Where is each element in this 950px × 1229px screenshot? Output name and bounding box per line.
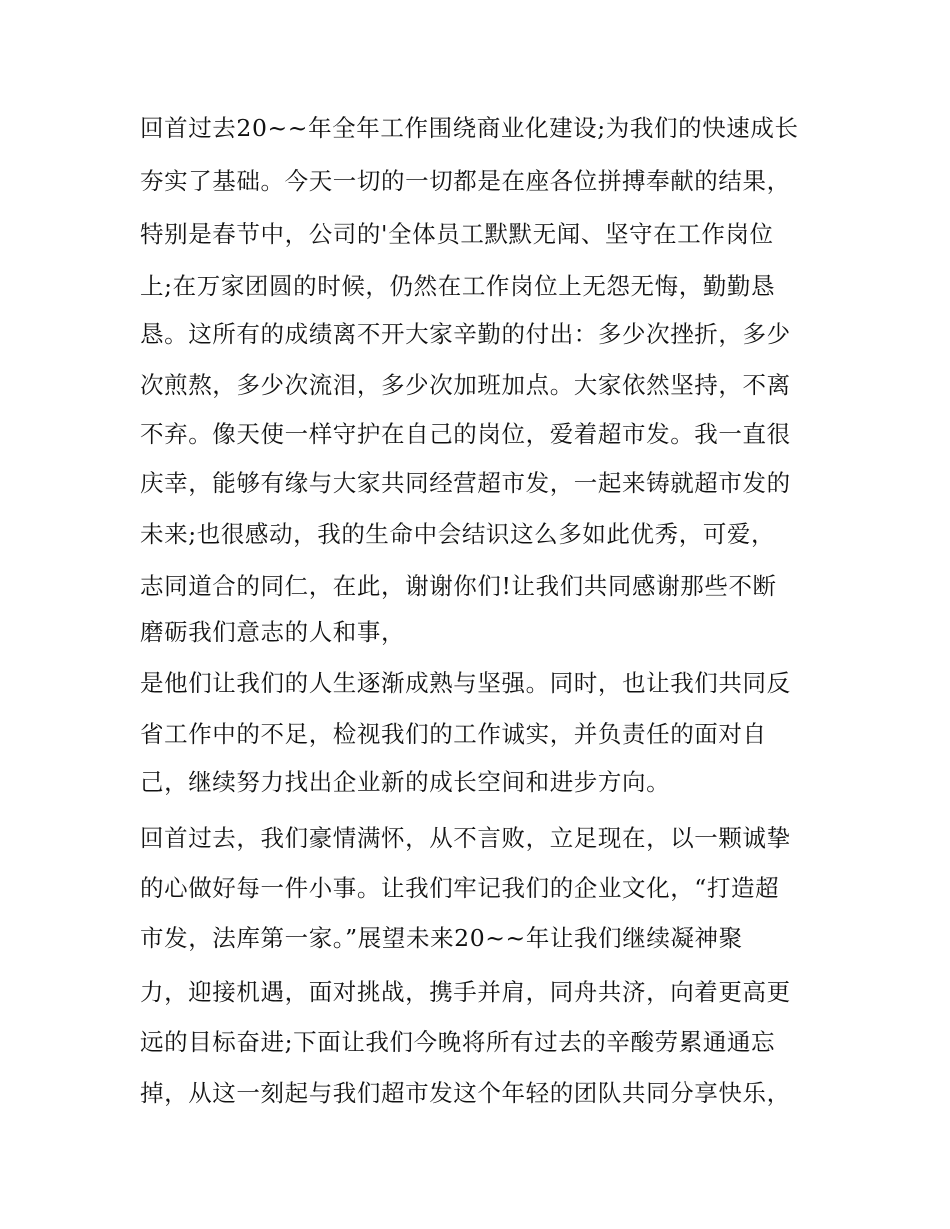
text-line-5: 恳。这所有的成绩离不开大家辛勤的付出：多少次挫折，多少 xyxy=(140,320,791,348)
text-line-14: 己，继续努力找出企业新的成长空间和进步方向。 xyxy=(140,768,671,796)
text-line-3: 特别是春节中，公司的'全体员工默默无闻、坚守在工作岗位 xyxy=(140,220,774,248)
text-line-20: 掉，从这一刻起与我们超市发这个年轻的团队共同分享快乐， xyxy=(140,1079,791,1107)
text-line-18: 力，迎接机遇，面对挑战，携手并肩，同舟共济，向着更高更 xyxy=(140,978,791,1006)
text-line-2: 夯实了基础。今天一切的一切都是在座各位拼搏奉献的结果， xyxy=(140,167,791,195)
text-line-13: 省工作中的不足，检视我们的工作诚实，并负责任的面对自 xyxy=(140,720,767,748)
text-line-6: 次煎熬，多少次流泪，多少次加班加点。大家依然坚持，不离 xyxy=(140,371,791,399)
text-line-9: 未来;也很感动，我的生命中会结识这么多如此优秀，可爱， xyxy=(140,520,776,548)
text-line-7: 不弃。像天使一样守护在自己的岗位，爱着超市发。我一直很 xyxy=(140,420,791,448)
text-line-4: 上;在万家团圆的时候，仍然在工作岗位上无怨无悔，勤勤恳 xyxy=(140,272,776,300)
text-line-11: 磨砺我们意志的人和事， xyxy=(140,618,406,646)
text-line-19: 远的目标奋进;下面让我们今晚将所有过去的辛酸劳累通通忘 xyxy=(140,1028,776,1056)
text-line-8: 庆幸，能够有缘与大家共同经营超市发，一起来铸就超市发的 xyxy=(140,469,791,497)
text-line-17: 市发，法库第一家。”展望未来20~~年让我们继续凝神聚 xyxy=(140,924,743,952)
text-line-15: 回首过去，我们豪情满怀，从不言败，立足现在，以一颗诚挚 xyxy=(140,824,791,852)
text-line-16: 的心做好每一件小事。让我们牢记我们的企业文化，“打造超 xyxy=(140,874,780,902)
text-line-12: 是他们让我们的人生逐渐成熟与坚强。同时，也让我们共同反 xyxy=(140,669,791,697)
text-line-10: 志同道合的同仁，在此，谢谢你们!让我们共同感谢那些不断 xyxy=(140,572,777,600)
text-line-1: 回首过去20~~年全年工作围绕商业化建设;为我们的快速成长 xyxy=(140,114,799,142)
